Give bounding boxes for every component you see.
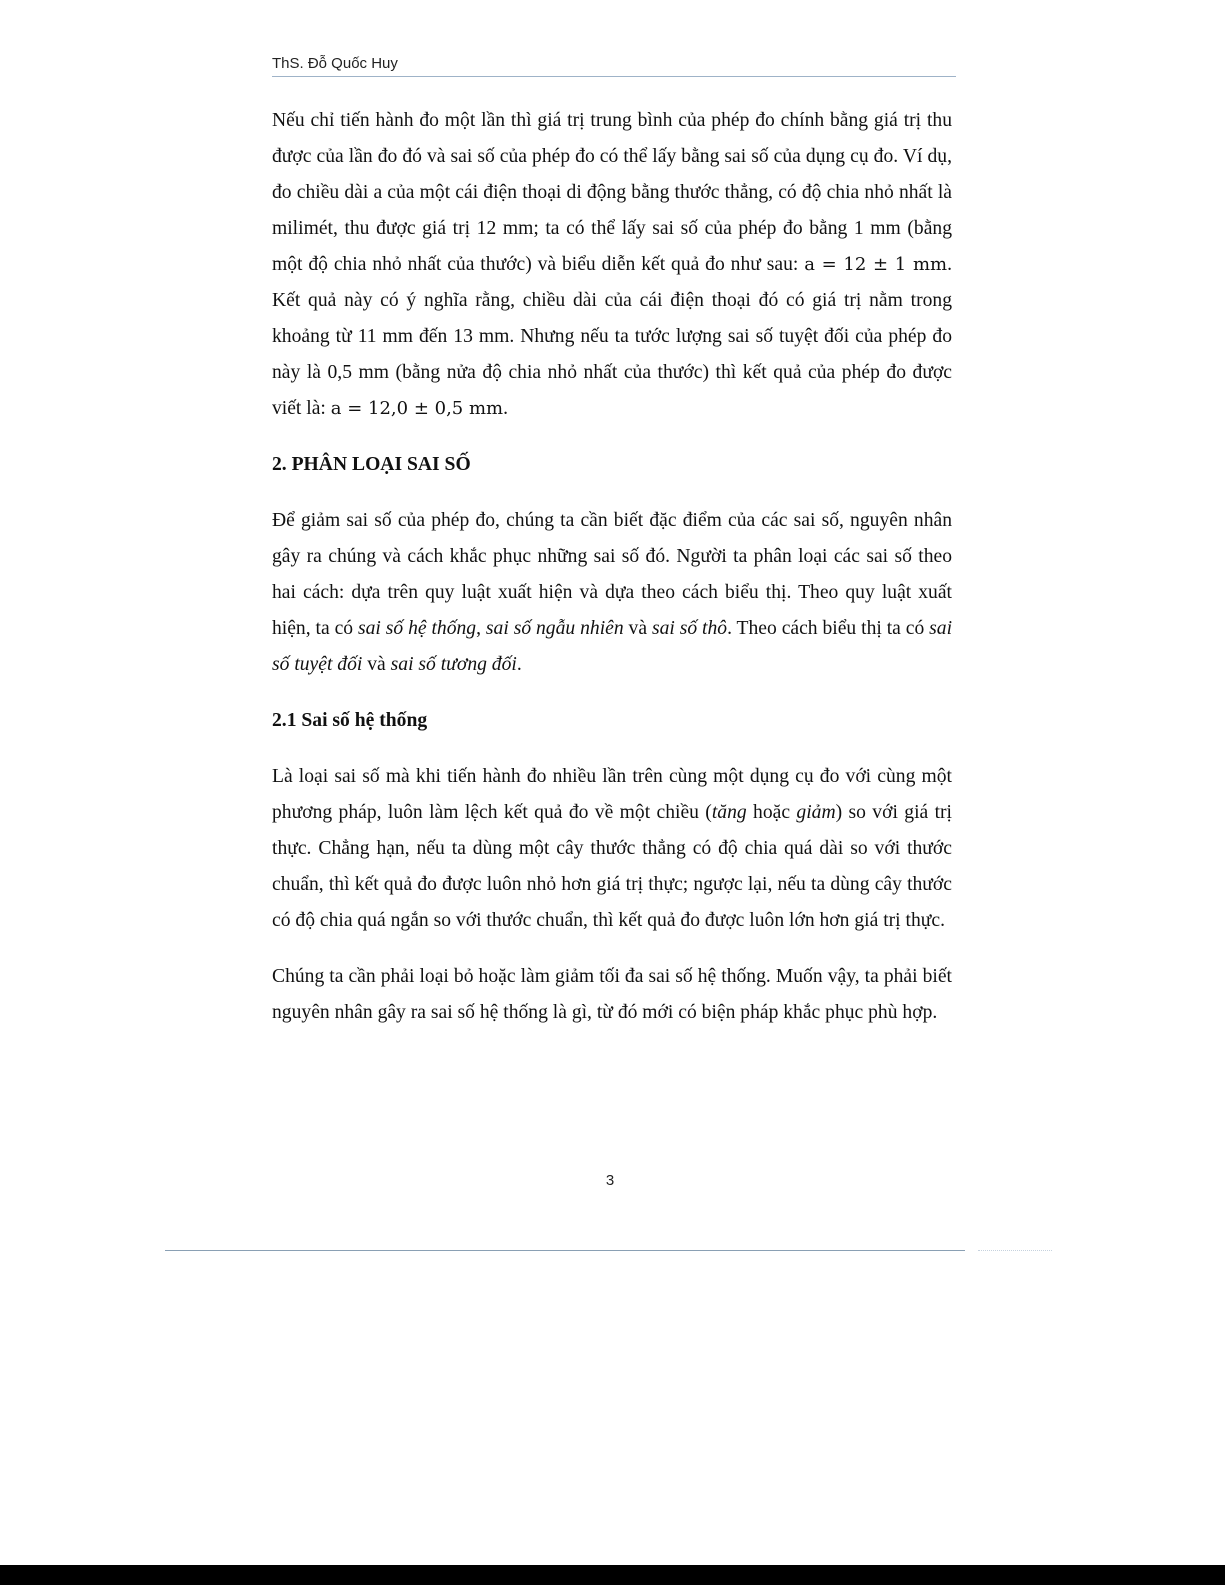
term-gross-error: sai số thô — [651, 618, 728, 639]
paragraph-measurement-example — [272, 103, 952, 427]
paragraph-text: và — [362, 654, 391, 675]
paragraph-text: . Kết quả này có ý nghĩa rằng, chiều dài của cái điện thoại đó có giá trị nằm trong khoảng từ 11 mm đến 13 mm. Nhưng nếu ta tước lượng sai số tuyệt đối của phép đo này là 0,5 mm (bằng nửa độ chia nhỏ nhất của thước) thì kết quả của phép đo được viết là: — [272, 254, 952, 419]
paragraph-text: Để giảm sai số của phép đo, chúng ta cần biết đặc điểm của các sai số, nguyên nhân gây ra chúng và cách khắc phục những sai số đó. Người ta phân loại các sai số theo hai cách: dựa trên quy luật xuất hiện và dựa theo cách biểu thị. Theo quy luật xuất hiện, ta có — [272, 510, 952, 639]
footer-divider — [165, 1250, 965, 1251]
subsection-heading-systematic-error: 2.1 Sai số hệ thống — [272, 710, 428, 731]
paragraph-text: Nếu chỉ tiến hành đo một lần thì giá trị trung bình của phép đo chính bằng giá trị thu được của lần đo đó và sai số của phép đo có thể lấy bằng sai số của dụng cụ đo. Ví dụ, đo chiều dài a của một cái điện thoại di động bằng thước thẳng, có độ chia nhỏ nhất là milimét, thu được giá trị 12 mm; ta có thể lấy sai số của phép đo bằng 1 mm (bằng một độ chia nhỏ nhất của thước) và biểu diễn kết quả đo như sau: — [272, 110, 952, 275]
formula-a-12: a = 12 ± 1 mm — [804, 254, 948, 275]
paragraph-text: Là loại sai số mà khi tiến hành đo nhiều lần trên cùng một dụng cụ đo với cùng một phương pháp, luôn làm lệch kết quả đo về một chiều ( — [272, 766, 952, 823]
paragraph-classification — [272, 503, 952, 683]
paragraph-text: . — [503, 398, 509, 419]
paragraph-text: ) so với giá trị thực. Chẳng hạn, nếu ta dùng một cây thước thẳng có độ chia quá dài so với thước chuẩn, thì kết quả đo được luôn nhỏ hơn giá trị thực; ngược lại, nếu ta dùng cây thước có độ chia quá ngắn so với thước chuẩn, thì kết quả đo được luôn lớn hơn giá trị thực. — [272, 802, 952, 931]
page-header — [272, 52, 956, 77]
term-absolute-error: sai số tuyệt đối — [272, 618, 953, 675]
formula-a-12-0: a = 12,0 ± 0,5 mm — [330, 398, 504, 419]
paragraph-text: và — [623, 618, 652, 639]
term-relative-error: sai số tương đối — [390, 654, 517, 675]
term-systematic-error: sai số hệ thống — [357, 618, 477, 639]
header-author: ThS. Đỗ Quốc Huy — [272, 55, 398, 72]
paragraph-text: hoặc — [746, 802, 797, 823]
footer-divider-dotted — [978, 1250, 1052, 1251]
paragraph-systematic-definition — [272, 759, 952, 939]
term-increase: tăng — [711, 802, 747, 823]
term-decrease: giảm — [796, 802, 836, 823]
term-random-error: sai số ngẫu nhiên — [485, 618, 624, 639]
paragraph-text: . Theo cách biểu thị ta có — [727, 618, 930, 639]
page-number: 3 — [605, 1172, 615, 1189]
page-content — [272, 103, 952, 1051]
scan-bottom-border — [0, 1565, 1225, 1585]
section-heading-classification: 2. PHÂN LOẠI SAI SỐ — [272, 454, 471, 475]
paragraph-systematic-removal: Chúng ta cần phải loại bỏ hoặc làm giảm tối đa sai số hệ thống. Muốn vậy, ta phải biết nguyên nhân gây ra sai số hệ thống là gì, từ đó mới có biện pháp khắc phục phù hợp. — [272, 966, 952, 1023]
paragraph-text: . — [516, 654, 522, 675]
paragraph-text: , — [476, 618, 486, 639]
